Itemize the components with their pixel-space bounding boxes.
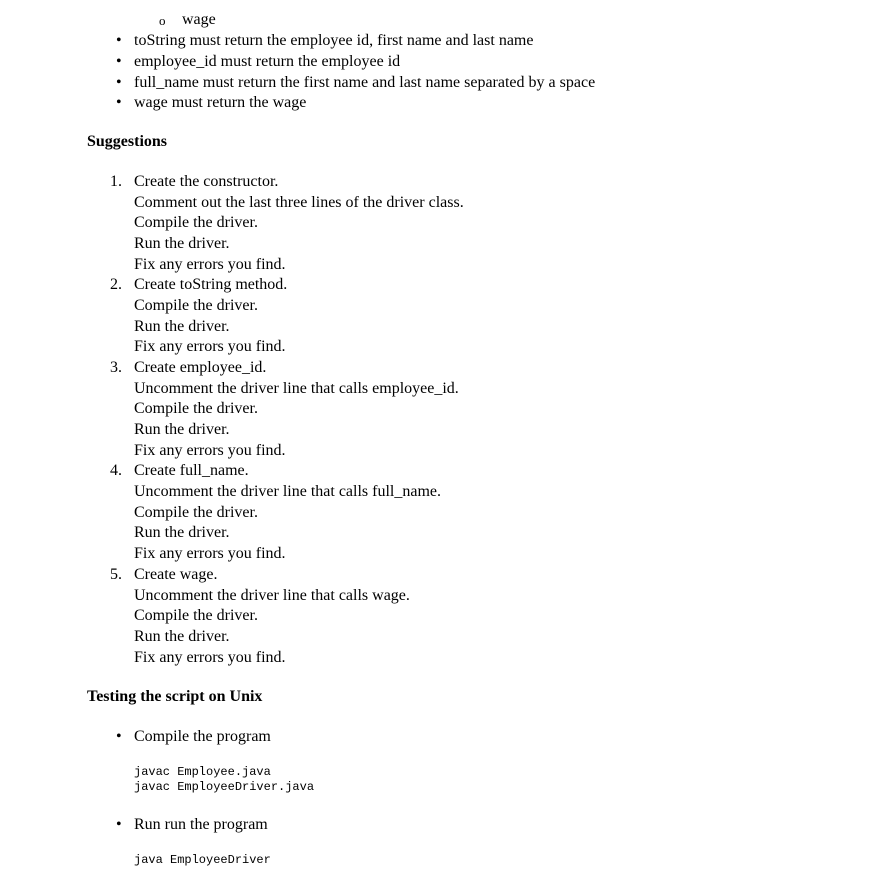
bullet-text: wage must return the wage xyxy=(134,94,307,111)
bullet-marker: • xyxy=(116,74,122,91)
step-line: Run the driver. xyxy=(134,628,230,645)
bullet-text: full_name must return the first name and last name separated by a space xyxy=(134,74,596,91)
step-line: Uncomment the driver line that calls full_name. xyxy=(134,483,442,500)
step-line: Create wage. xyxy=(134,566,218,583)
step-line: Compile the driver. xyxy=(134,607,258,624)
bullet-marker: • xyxy=(116,816,122,833)
bullet-marker: • xyxy=(116,32,122,49)
step-line: Comment out the last three lines of the driver class. xyxy=(134,194,464,211)
step-number: 3. xyxy=(110,359,122,376)
bullet-marker: • xyxy=(116,53,122,70)
step-line: Create toString method. xyxy=(134,276,288,293)
bullet-text: employee_id must return the employee id xyxy=(134,53,401,70)
step-line: Fix any errors you find. xyxy=(134,442,286,459)
step-line: Compile the driver. xyxy=(134,400,258,417)
step-line: Fix any errors you find. xyxy=(134,256,286,273)
step-line: Create employee_id. xyxy=(134,359,267,376)
step-line: Compile the driver. xyxy=(134,214,258,231)
code-line: java EmployeeDriver xyxy=(134,853,271,867)
testing-item-label: Run run the program xyxy=(134,816,268,833)
bullet-marker: • xyxy=(116,94,122,111)
step-line: Uncomment the driver line that calls employee_id. xyxy=(134,380,459,397)
step-line: Run the driver. xyxy=(134,235,230,252)
step-number: 2. xyxy=(110,276,122,293)
code-line: javac EmployeeDriver.java xyxy=(134,780,315,794)
step-line: Fix any errors you find. xyxy=(134,649,286,666)
step-line: Fix any errors you find. xyxy=(134,545,286,562)
step-line: Run the driver. xyxy=(134,318,230,335)
step-line: Create full_name. xyxy=(134,462,249,479)
step-line: Compile the driver. xyxy=(134,504,258,521)
step-line: Uncomment the driver line that calls wage. xyxy=(134,587,410,604)
step-line: Compile the driver. xyxy=(134,297,258,314)
step-number: 5. xyxy=(110,566,122,583)
suggestions-heading: Suggestions xyxy=(87,133,168,150)
step-line: Create the constructor. xyxy=(134,173,279,190)
step-number: 4. xyxy=(110,462,122,479)
code-line: javac Employee.java xyxy=(134,765,271,779)
step-line: Run the driver. xyxy=(134,524,230,541)
testing-heading: Testing the script on Unix xyxy=(87,688,263,705)
testing-item-label: Compile the program xyxy=(134,728,271,745)
sub-bullet-marker: o xyxy=(159,13,166,28)
step-line: Fix any errors you find. xyxy=(134,338,286,355)
bullet-text: toString must return the employee id, first name and last name xyxy=(134,32,534,49)
bullet-marker: • xyxy=(116,728,122,745)
step-number: 1. xyxy=(110,173,122,190)
step-line: Run the driver. xyxy=(134,421,230,438)
sub-bullet-text: wage xyxy=(182,11,216,28)
